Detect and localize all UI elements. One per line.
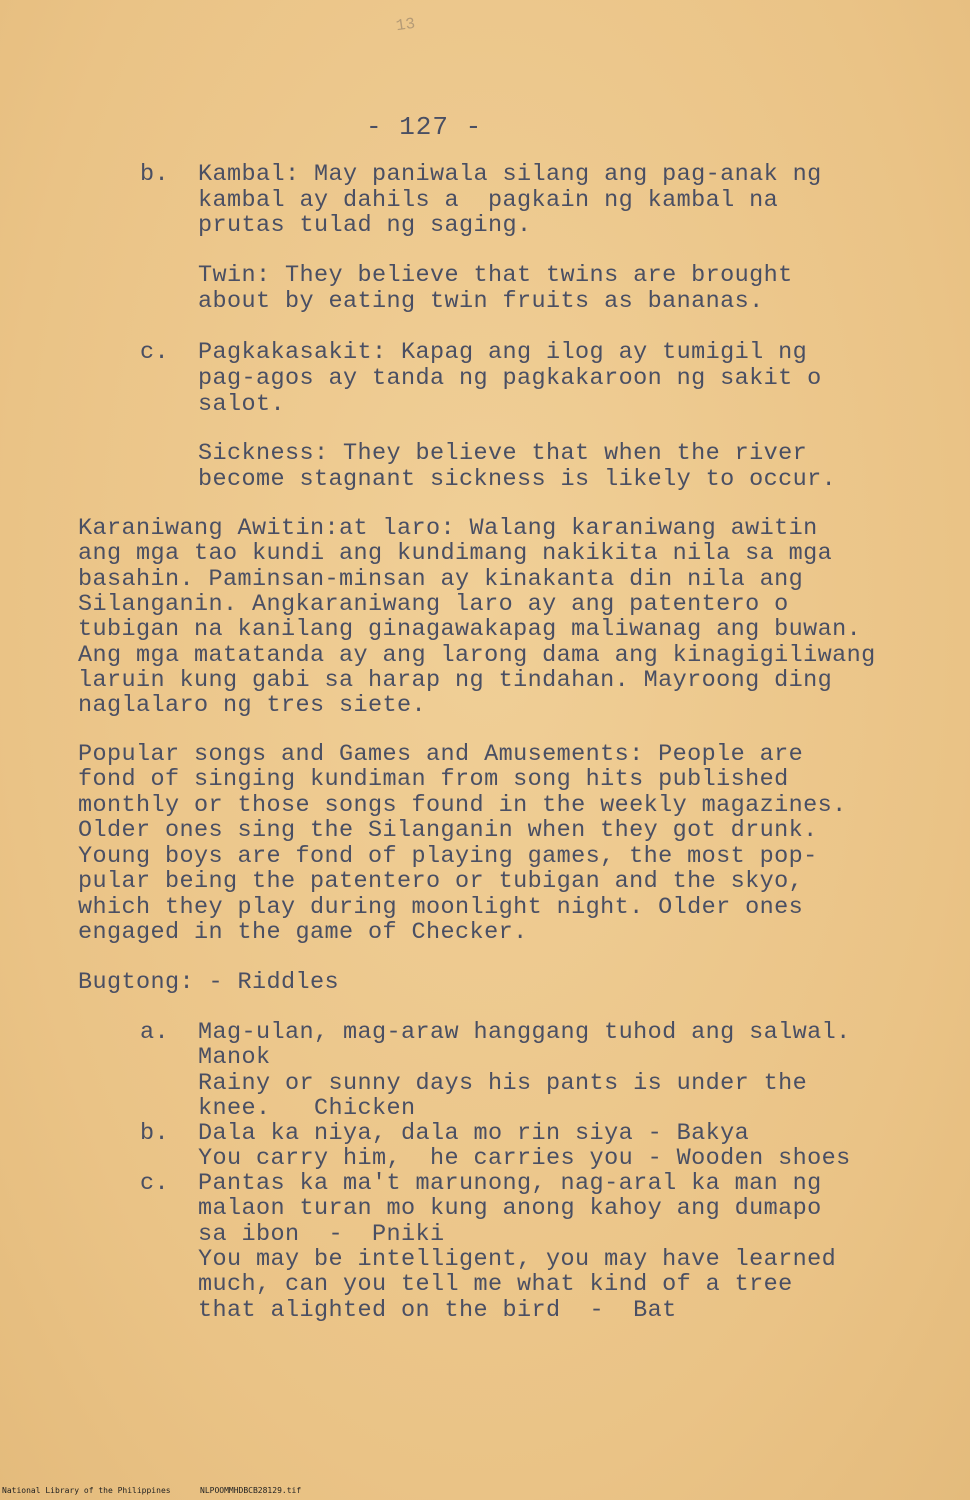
songs-tagalog-line: tubigan na kanilang ginagawakapag maliwanag ang buwan. [78,616,862,643]
section-c-tagalog-line: salot. [198,391,286,418]
songs-english-line: pular being the patentero or tubigan and the skyo, [78,868,804,895]
section-b-label: b. [140,161,170,188]
songs-english-line: engaged in the game of Checker. [78,919,528,946]
riddle-line: Rainy or sunny days his pants is under the [198,1070,808,1097]
riddle-line: Pantas ka ma't marunong, nag-aral ka man ng [198,1170,822,1197]
riddles-heading: Bugtong: - Riddles [78,969,340,996]
songs-english-line: which they play during moonlight night. Older ones [78,894,804,921]
riddle-line: Dala ka niya, dala mo rin siya - Bakya [198,1120,750,1147]
riddle-label: c. [140,1170,170,1197]
riddle-line: malaon turan mo kung anong kahoy ang dumapo [198,1195,822,1222]
songs-english-line: Popular songs and Games and Amusements: People are [78,741,804,768]
page-number: - 127 - [366,112,483,142]
riddle-label: b. [140,1120,170,1147]
corner-mark: 13 [394,14,417,36]
songs-tagalog-line: naglalaro ng tres siete. [78,692,427,719]
riddle-line: You may be intelligent, you may have learned [198,1246,837,1273]
riddle-line: sa ibon - Pniki [198,1221,445,1248]
section-b-tagalog-line: prutas tulad ng saging. [198,212,532,239]
section-c-english-line: become stagnant sickness is likely to occur. [198,466,837,493]
section-b-tagalog-line: kambal ay dahils a pagkain ng kambal na [198,187,779,214]
riddle-line: Mag-ulan, mag-araw hanggang tuhod ang salwal. [198,1019,851,1046]
riddle-line: that alighted on the bird - Bat [198,1297,677,1324]
songs-tagalog-line: Karaniwang Awitin:at laro: Walang karaniwang awitin [78,515,818,542]
footer-library-name: National Library of the Philippines [2,1486,171,1495]
section-c-tagalog-line: Pagkakasakit: Kapag ang ilog ay tumigil ng [198,339,808,366]
footer-filename: NLPOOMMHDBCB28129.tif [200,1486,302,1495]
songs-tagalog-line: laruin kung gabi sa harap ng tindahan. Mayroong ding [78,667,833,694]
riddle-line: knee. Chicken [198,1095,416,1122]
section-b-tagalog-line: Kambal: May paniwala silang ang pag-anak ng [198,161,822,188]
songs-tagalog-line: ang mga tao kundi ang kundimang nakikita nila sa mga [78,540,833,567]
section-b-english-line: Twin: They believe that twins are brought [198,262,793,289]
songs-english-line: Older ones sing the Silanganin when they got drunk. [78,817,818,844]
songs-english-line: fond of singing kundiman from song hits published [78,766,789,793]
songs-tagalog-line: Ang mga matatanda ay ang larong dama ang kinagigiliwang [78,642,876,669]
riddle-line: Manok [198,1044,271,1071]
songs-english-line: Young boys are fond of playing games, the most pop- [78,843,818,870]
section-c-tagalog-line: pag-agos ay tanda ng pagkakaroon ng sakit o [198,365,822,392]
section-b-english-line: about by eating twin fruits as bananas. [198,288,764,315]
section-c-english-line: Sickness: They believe that when the river [198,440,808,467]
section-c-label: c. [140,339,170,366]
riddle-line: You carry him, he carries you - Wooden shoes [198,1145,851,1172]
songs-english-line: monthly or those songs found in the weekly magazines. [78,792,847,819]
riddle-label: a. [140,1019,170,1046]
riddle-line: much, can you tell me what kind of a tree [198,1271,793,1298]
songs-tagalog-line: basahin. Paminsan-minsan ay kinakanta din nila ang [78,566,804,593]
songs-tagalog-line: Silanganin. Angkaraniwang laro ay ang patentero o [78,591,789,618]
